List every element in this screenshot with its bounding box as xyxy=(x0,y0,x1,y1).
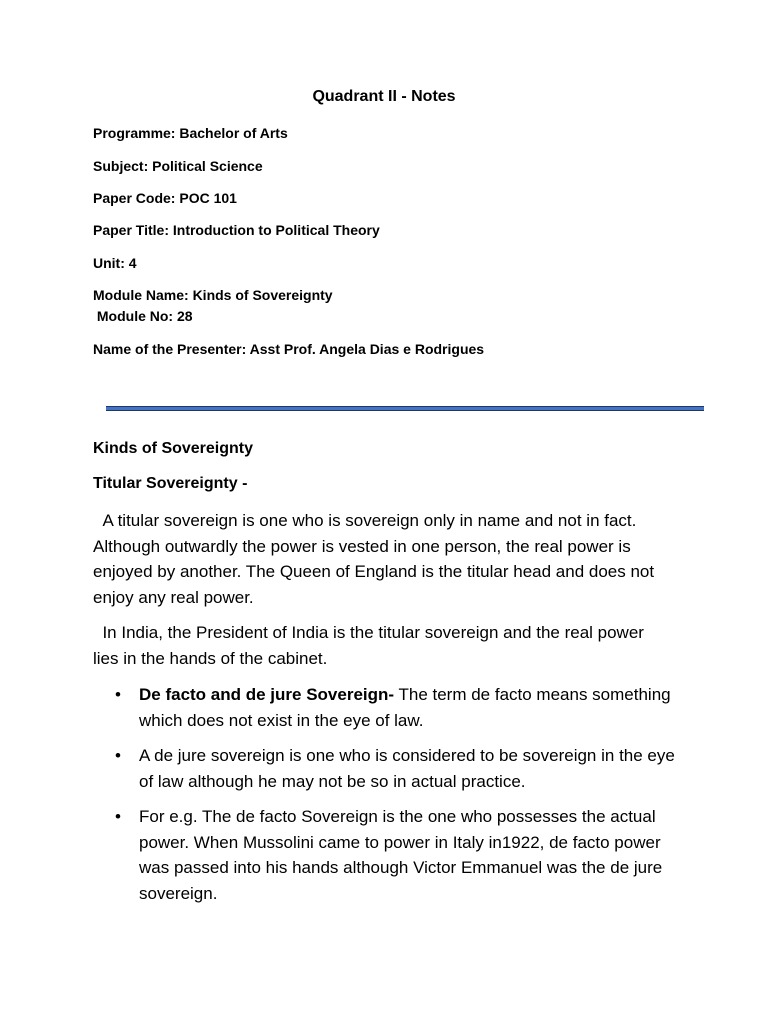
paragraph-india: In India, the President of India is the titular sovereign and the real power lies in the hands of the cabinet. xyxy=(93,623,649,668)
section-divider xyxy=(106,406,704,411)
meta-module-no: Module No: 28 xyxy=(93,308,193,324)
meta-programme: Programme: Bachelor of Arts xyxy=(93,125,288,141)
section-heading: Kinds of Sovereignty xyxy=(93,440,254,457)
subsection-heading: Titular Sovereignty - xyxy=(93,475,248,492)
bullet-dot-icon: • xyxy=(115,807,121,826)
meta-paper-title: Paper Title: Introduction to Political Theory xyxy=(93,222,380,238)
paragraph-titular: A titular sovereign is one who is sovereign only in name and not in fact. Although outwardly the power is vested in one person, the real power is enjoyed by another. The Queen of England is the titular head and does not enjoy any real power. xyxy=(93,511,659,607)
meta-subject: Subject: Political Science xyxy=(93,158,263,174)
bullet-text: For e.g. The de facto Sovereign is the one who possesses the actual power. When Mussolini came to power in Italy in1922, de facto power was passed into his hands although Victor Emmanuel was the de jure sovereign. xyxy=(139,807,663,903)
meta-paper-code: Paper Code: POC 101 xyxy=(93,190,237,206)
meta-unit: Unit: 4 xyxy=(93,255,137,271)
bullet-dot-icon: • xyxy=(115,685,121,704)
bullet-text: A de jure sovereign is one who is considered to be sovereign in the eye of law although he may not be so in actual practice. xyxy=(139,746,675,791)
bullet-dot-icon: • xyxy=(115,746,121,765)
meta-module-name: Module Name: Kinds of Sovereignty xyxy=(93,287,333,303)
meta-presenter: Name of the Presenter: Asst Prof. Angela Dias e Rodrigues xyxy=(93,341,485,357)
document-title: Quadrant II - Notes xyxy=(312,88,456,105)
bullet-text: The term de facto means something which does not exist in the eye of law. xyxy=(139,685,671,730)
bullet-bold-lead: De facto and de jure Sovereign- xyxy=(139,685,395,704)
